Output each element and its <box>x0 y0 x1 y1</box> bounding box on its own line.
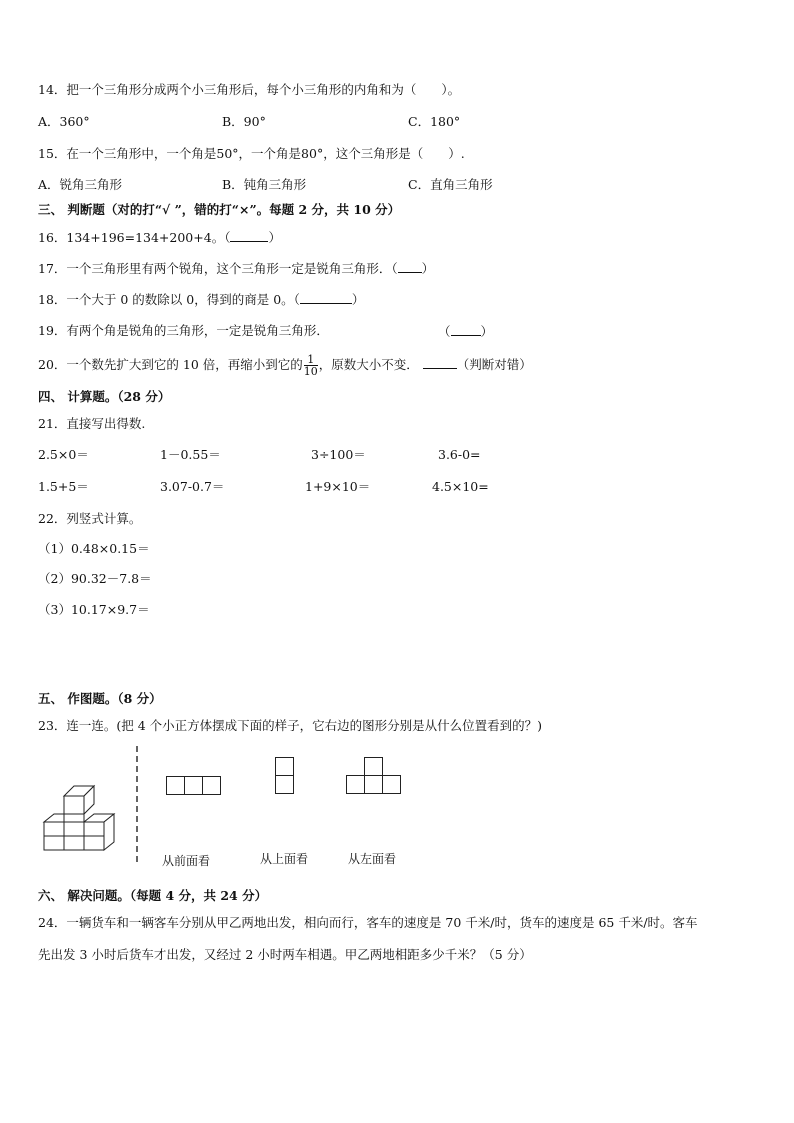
q22-item-2: （2）90.32－7.8＝ <box>38 571 152 586</box>
q14-option-c[interactable]: C．180° <box>408 114 461 129</box>
q16-close: ） <box>268 230 281 245</box>
q19-answer <box>438 323 493 340</box>
dashed-divider <box>134 746 140 866</box>
label-left-view[interactable]: 从左面看 <box>348 852 397 866</box>
q20-frac-den: 10 <box>303 365 318 378</box>
q16 <box>38 229 281 246</box>
q18-text: 18．一个大于 0 的数除以 0，得到的商是 0。（ <box>38 292 300 307</box>
q14-option-b[interactable]: B．90° <box>222 114 266 129</box>
q20 <box>38 352 532 378</box>
q21-r2-c2: 3.07-0.7＝ <box>160 479 225 494</box>
q21-r1-c1: 2.5×0＝ <box>38 447 89 462</box>
q21-r1-c3: 3÷100＝ <box>311 447 366 462</box>
q18-close: ） <box>351 292 365 307</box>
label-top-view[interactable]: 从上面看 <box>260 852 309 866</box>
q20-frac-num: 1 <box>304 354 318 366</box>
q19-open: （ <box>438 324 451 339</box>
view-t-shape[interactable] <box>346 757 402 795</box>
section6-title: 六、 解决问题。（每题 4 分，共 24 分） <box>38 888 268 903</box>
q17-text: 17．一个三角形里有两个锐角，这个三角形一定是锐角三角形．（ <box>38 261 398 276</box>
q21-r2-c4: 4.5×10= <box>432 479 489 494</box>
q18 <box>38 291 364 308</box>
q15-option-b[interactable]: B．钝角三角形 <box>222 177 307 192</box>
q15-stem: 15．在一个三角形中，一个角是50°，一个角是80°，这个三角形是（ ）. <box>38 146 465 161</box>
q17-answer-blank[interactable] <box>398 260 422 273</box>
q18-answer-blank[interactable] <box>300 291 352 304</box>
q19-text: 19．有两个角是锐角的三角形，一定是锐角三角形． <box>38 323 329 338</box>
section4-title: 四、 计算题。（28 分） <box>38 389 171 404</box>
q22-item-3: （3）10.17×9.7＝ <box>38 602 150 617</box>
view-two-stacked[interactable] <box>275 757 295 795</box>
q15-option-a[interactable]: A．锐角三角形 <box>38 177 123 192</box>
q20-fraction <box>304 354 318 377</box>
q20-answer-blank[interactable] <box>423 356 457 369</box>
q19-close: ） <box>480 324 494 339</box>
view-three-in-row[interactable] <box>166 776 222 796</box>
q22-stem: 22．列竖式计算。 <box>38 511 142 526</box>
q21-stem: 21．直接写出得数. <box>38 416 146 431</box>
q16-answer-blank[interactable] <box>230 229 268 242</box>
q21-r1-c4: 3.6-0= <box>438 447 481 462</box>
q21-r2-c1: 1.5+5＝ <box>38 479 89 494</box>
q20-text-a: 20．一个数先扩大到它的 10 倍，再缩小到它的 <box>38 357 303 372</box>
q19-answer-blank[interactable] <box>451 323 481 336</box>
q24-line2: 先出发 3 小时后货车才出发，又经过 2 小时两车相遇。甲乙两地相距多少千米？（5 分） <box>38 947 532 962</box>
q21-r1-c2: 1－0.55＝ <box>160 447 221 462</box>
q22-item-1: （1）0.48×0.15＝ <box>38 541 150 556</box>
q14-stem: 14．把一个三角形分成两个小三角形后，每个小三角形的内角和为（ ）。 <box>38 82 461 97</box>
q21-r2-c3: 1+9×10＝ <box>305 479 371 494</box>
label-front-view[interactable]: 从前面看 <box>162 854 211 868</box>
q24-line1: 24．一辆货车和一辆客车分别从甲乙两地出发，相向而行，客车的速度是 70 千米/时，货车的速度是 65 千米/时。客车 <box>38 915 698 930</box>
q23-stem: 23．连一连。(把 4 个小正方体摆成下面的样子，它右边的图形分别是从什么位置看到的？) <box>38 718 543 733</box>
q17 <box>38 260 434 277</box>
q15-option-c[interactable]: C．直角三角形 <box>408 177 493 192</box>
q20-text-b: ，原数大小不变． <box>318 357 419 372</box>
q20-text-c: （判断对错） <box>456 357 532 372</box>
q16-text: 16．134+196=134+200+4。（ <box>38 230 231 245</box>
cube-stack-figure <box>40 778 130 854</box>
section5-title: 五、 作图题。（8 分） <box>38 691 162 706</box>
q14-option-a[interactable]: A．360° <box>38 114 90 129</box>
q17-close: ） <box>421 261 435 276</box>
section3-title: 三、 判断题（对的打“√ ”，错的打“×”。每题 2 分，共 10 分） <box>38 202 401 217</box>
